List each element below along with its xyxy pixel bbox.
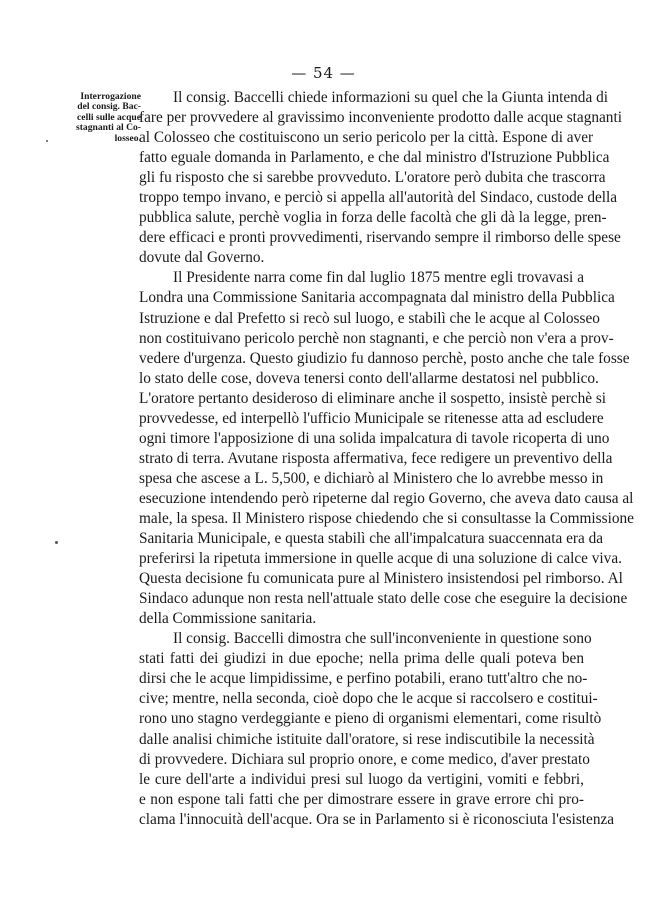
text-line: rono uno stagno verdeggiante e pieno di organismi elementari, come risultò [139,710,602,728]
text-line: strato di terra. Avutane risposta affermativa, fece redigere un preventivo della [139,449,613,467]
text-line: ogni timore l'apposizione di una solida impalcatura di tavole ricoperta di uno [139,429,610,447]
text-line: stati fatti dei giudizi in due epoche; nella prima delle quali poteva ben [139,650,584,668]
text-line: gli fu risposto che si sarebbe provveduto. L'oratore però dubita che trascorra [139,169,606,187]
text-line: L'oratore pertanto desideroso di eliminare anche il sospetto, insistè perchè si [139,389,607,407]
print-speck [46,140,48,142]
text-line: e non espone tali fatti che per dimostrare essere in grave errore chi pro- [139,790,584,808]
text-line: Il consig. Baccelli dimostra che sull'inconveniente in questione sono [173,630,592,648]
text-line: fatto eguale domanda in Parlamento, e che dal ministro d'Istruzione Pubblica [139,149,610,167]
text-line: Il consig. Baccelli chiede informazioni su quel che la Giunta intenda di [173,89,608,106]
text-line: Questa decisione fu comunicata pure al Ministero insistendosi pel rimborso. Al [139,570,623,588]
text-line: dere efficaci e pronti provvedimenti, riservando sempre il rimborso delle spese [139,229,621,247]
text-line: Sanitaria Municipale, e questa stabilì che all'impalcatura suaccennata era da [139,530,604,548]
text-line: dovute dal Governo. [139,249,265,267]
text-line: provvedesse, ed interpellò l'ufficio Municipale se ritenesse atta ad escludere [139,409,604,427]
margin-note-line: celli sulle acque [77,111,141,123]
text-line: pubblica salute, perchè voglia in forza delle facoltà che gli dà la legge, pren- [139,209,607,227]
text-line: preferirsi la ripetuta immersione in quelle acque di una soluzione di calce viva. [139,550,622,568]
text-line: Istruzione e dal Prefetto si recò sul luogo, e stabilì che le acque al Colosseo [139,309,600,327]
text-line: esecuzione intendendo però ripeterne dal regio Governo, che aveva dato causa al [139,489,634,507]
text-line: clama l'innocuità dell'acque. Ora se in Parlamento si è riconosciuta l'esistenza [139,810,615,828]
print-speck [55,541,58,544]
margin-note-line: del consig. Bac- [77,101,141,113]
text-line: dalle analisi chimiche istituite dall'oratore, si rese indiscutibile la necessità [139,730,595,748]
text-line: cive; mentre, nella seconda, cioè dopo che le acque si raccolsero e costitui- [139,690,598,708]
text-line: troppo tempo invano, e perciò si appella all'autorità del Sindaco, custode della [139,189,618,207]
text-line: al Colosseo che costituiscono un serio pericolo per la città. Espone di aver [139,129,594,147]
text-line: male, la spesa. Il Ministero rispose chiedendo che si consultasse la Commissione [139,509,634,527]
margin-note-line: losseo. [114,132,141,144]
text-line: non costituivano pericolo perchè non stagnanti, e che perciò non v'era a prov- [139,329,614,347]
text-line: lo stato delle cose, doveva tenersi conto dell'allarme destatosi nel pubblico. [139,369,599,387]
paragraph-2 [139,268,634,629]
text-line: Sindaco adunque non resta nell'attuale stato delle cose che eseguire la decisione [139,590,628,608]
text-line: vedere d'urgenza. Questo giudizio fu dannoso perchè, posto anche che tale fosse [139,349,630,367]
body-text [139,88,634,830]
margin-note-line: stagnanti al Co- [75,122,141,134]
text-line: spesa che ascese a L. 5,500, e dichiarò al Ministero che lo avrebbe messo in [139,469,604,487]
text-line: fare per provvedere al gravissimo inconveniente prodotto dalle acque stagnanti [139,109,622,127]
page-number: — 54 — [291,64,356,82]
text-line: della Commissione sanitaria. [139,610,317,628]
text-line: di provvedere. Dichiara sul proprio onore, e come medico, d'aver prestato [139,750,590,768]
margin-note [53,92,141,144]
paragraph-3 [139,629,615,829]
paragraph-1 [139,88,622,268]
margin-note-line: Interrogazione [80,91,141,102]
text-line: Londra una Commissione Sanitaria accompagnata dal ministro della Pubblica [139,289,615,307]
text-line: Il Presidente narra come fin dal luglio 1875 mentre egli trovavasi a [173,269,584,287]
text-line: dirsi che le acque limpidissime, e perfino potabili, erano tutt'altro che no- [139,670,588,688]
text-line: le cure dell'arte a individui presi sul luogo da vertigini, vomiti e febbri, [139,770,584,788]
